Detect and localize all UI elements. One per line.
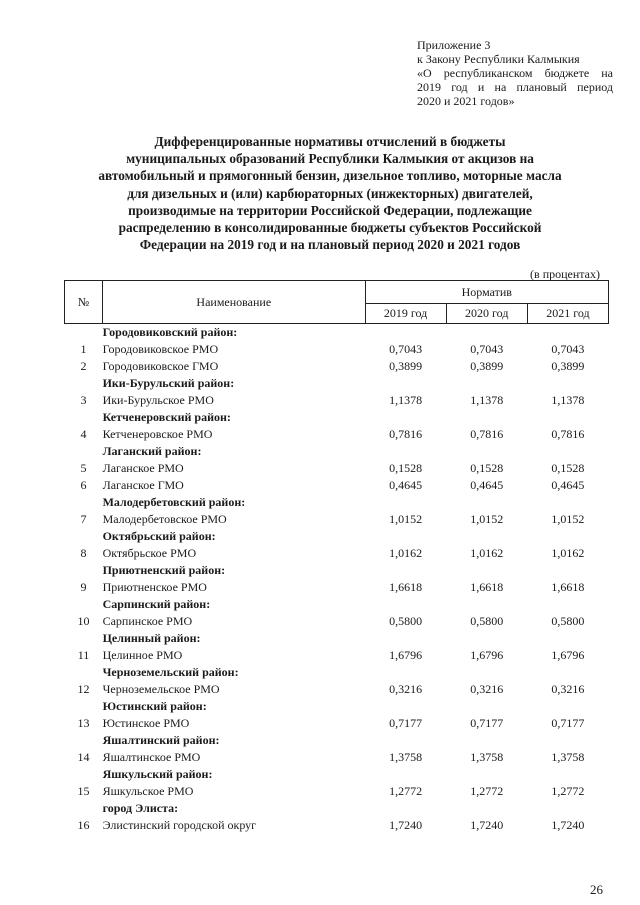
municipality-name: Сарпинское РМО [102,614,193,628]
value-2020: 0,3899 [470,359,504,373]
title-line: автомобильный и прямогонный бензин, дизельное топливо, моторные масла [98,168,562,184]
normatives-table [64,280,609,834]
value-2021: 0,3899 [551,359,585,373]
page-number: 26 [590,882,603,897]
table-row [65,715,609,732]
value-2020: 0,7043 [470,342,504,356]
table-header [65,281,609,324]
district-spacer [65,698,103,715]
district-row [65,494,609,511]
value-2019: 1,0162 [389,546,423,560]
district-row [65,409,609,426]
district-row [65,528,609,545]
district-row [65,443,609,460]
district-label: Лаганский район: [102,444,202,458]
table-row [65,341,609,358]
district-spacer [65,375,103,392]
district-row [65,324,609,342]
value-2021: 1,6618 [551,580,585,594]
document-title [80,133,580,253]
value-2020: 1,1378 [470,393,504,407]
row-number: 15 [77,784,90,798]
row-number: 6 [80,478,87,492]
title-line: муниципальных образований Республики Калмыкия от акцизов на [126,151,534,167]
table-row [65,460,609,477]
annex-line: к Закону Республики Калмыкия [417,52,580,66]
value-2021: 1,2772 [551,784,585,798]
district-label: Кетченеровский район: [102,410,231,424]
district-spacer [65,324,103,342]
district-spacer [65,664,103,681]
value-2019: 0,7043 [389,342,423,356]
district-row [65,664,609,681]
value-2021: 0,7177 [551,716,585,730]
annex-line: 2020 и 2021 годов» [417,94,515,108]
value-2020: 1,6796 [470,648,504,662]
row-number: 1 [80,342,87,356]
municipality-name: Ики-Бурульское РМО [102,393,214,407]
row-number: 4 [80,427,87,441]
municipality-name: Приютненское РМО [102,580,207,594]
district-row [65,698,609,715]
annex-line: «О республиканском бюджете на [417,66,613,80]
value-2020: 0,4645 [470,478,504,492]
municipality-name: Элистинский городской округ [102,818,257,832]
municipality-name: Лаганское РМО [102,461,184,475]
value-2019: 0,7816 [389,427,423,441]
district-label: Черноземельский район: [102,665,239,679]
value-2019: 1,6796 [389,648,423,662]
district-row [65,800,609,817]
unit-note: (в процентах) [530,267,600,281]
value-2019: 1,3758 [389,750,423,764]
table-row [65,647,609,664]
value-2021: 1,3758 [551,750,585,764]
title-line: распределению в консолидированные бюджеты субъектов Российской [118,220,542,236]
value-2020: 1,0152 [470,512,504,526]
value-2019: 0,3899 [389,359,423,373]
value-2021: 0,7043 [551,342,585,356]
municipality-name: Яшкульское РМО [102,784,194,798]
value-2019: 1,7240 [389,818,423,832]
district-spacer [65,562,103,579]
table-row [65,426,609,443]
table-row [65,477,609,494]
value-2020: 0,3216 [470,682,504,696]
value-2019: 0,3216 [389,682,423,696]
row-number: 8 [80,546,87,560]
district-label: Целинный район: [102,631,201,645]
municipality-name: Черноземельское РМО [102,682,220,696]
table-row [65,545,609,562]
table-row [65,613,609,630]
annex-line: 2019 год и на плановый период [417,80,613,94]
municipality-name: Юстинское РМО [102,716,190,730]
district-label: Малодербетовский район: [102,495,246,509]
value-2019: 0,5800 [389,614,423,628]
value-2021: 0,1528 [551,461,585,475]
district-label: Ики-Бурульский район: [102,376,235,390]
table-row [65,579,609,596]
table-row [65,511,609,528]
municipality-name: Малодербетовское РМО [102,512,227,526]
table-row [65,392,609,409]
value-2019: 1,1378 [389,393,423,407]
district-label: Яшкульский район: [102,767,213,781]
row-number: 11 [77,648,90,662]
value-2020: 0,1528 [470,461,504,475]
district-row [65,766,609,783]
table-row [65,681,609,698]
value-2019: 0,7177 [389,716,423,730]
district-spacer [65,528,103,545]
value-2021: 1,0162 [551,546,585,560]
value-2021: 0,4645 [551,478,585,492]
table-row [65,358,609,375]
table-row [65,817,609,834]
row-number: 5 [80,461,87,475]
value-2021: 1,7240 [551,818,585,832]
district-label: Городовиковский район: [102,325,238,339]
row-number: 3 [80,393,87,407]
header-year: 2021 год [527,304,608,324]
title-line: Федерации на 2019 год и на плановый период 2020 и 2021 годов [139,237,521,253]
value-2019: 1,6618 [389,580,423,594]
district-row [65,596,609,613]
district-row [65,732,609,749]
value-2021: 0,7816 [551,427,585,441]
table-row [65,783,609,800]
district-label: Октябрьский район: [102,529,216,543]
value-2020: 0,7816 [470,427,504,441]
district-spacer [65,443,103,460]
district-row [65,630,609,647]
value-2019: 0,1528 [389,461,423,475]
district-row [65,375,609,392]
value-2019: 1,2772 [389,784,423,798]
value-2020: 1,2772 [470,784,504,798]
municipality-name: Яшалтинское РМО [102,750,201,764]
annex-note [417,38,613,108]
row-number: 2 [80,359,87,373]
row-number: 13 [77,716,90,730]
header-name: Наименование [103,281,365,324]
value-2019: 0,4645 [389,478,423,492]
value-2019: 1,0152 [389,512,423,526]
district-spacer [65,494,103,511]
value-2021: 1,1378 [551,393,585,407]
district-label: Сарпинский район: [102,597,211,611]
annex-line: Приложение 3 [417,38,491,52]
district-label: город Элиста: [102,801,179,815]
district-spacer [65,766,103,783]
row-number: 7 [80,512,87,526]
row-number: 14 [77,750,90,764]
value-2021: 1,6796 [551,648,585,662]
district-spacer [65,732,103,749]
district-spacer [65,596,103,613]
district-label: Юстинский район: [102,699,207,713]
value-2020: 1,7240 [470,818,504,832]
header-number: № [65,281,103,324]
title-line: производимые на территории Российской Федерации, подлежащие [128,202,532,218]
value-2020: 0,7177 [470,716,504,730]
row-number: 10 [77,614,90,628]
header-year: 2020 год [446,304,527,324]
title-line: Дифференцированные нормативы отчислений в бюджеты [154,134,506,149]
row-number: 9 [80,580,87,594]
municipality-name: Кетченеровское РМО [102,427,213,441]
district-spacer [65,630,103,647]
municipality-name: Городовиковское РМО [102,342,219,356]
row-number: 16 [77,818,90,832]
value-2020: 1,3758 [470,750,504,764]
district-label: Яшалтинский район: [102,733,220,747]
table-row [65,749,609,766]
table-body [65,324,609,835]
district-spacer [65,800,103,817]
value-2021: 1,0152 [551,512,585,526]
district-row [65,562,609,579]
title-line: для дизельных и (или) карбюраторных (инжекторных) двигателей, [127,185,533,201]
municipality-name: Целинное РМО [102,648,183,662]
municipality-name: Городовиковское ГМО [102,359,219,373]
district-label: Приютненский район: [102,563,226,577]
row-number: 12 [77,682,90,696]
value-2020: 0,5800 [470,614,504,628]
municipality-name: Октябрьское РМО [102,546,197,560]
header-normative: Норматив [365,281,608,304]
district-spacer [65,409,103,426]
value-2020: 1,0162 [470,546,504,560]
value-2021: 0,3216 [551,682,585,696]
value-2021: 0,5800 [551,614,585,628]
value-2020: 1,6618 [470,580,504,594]
header-year: 2019 год [365,304,446,324]
municipality-name: Лаганское ГМО [102,478,184,492]
